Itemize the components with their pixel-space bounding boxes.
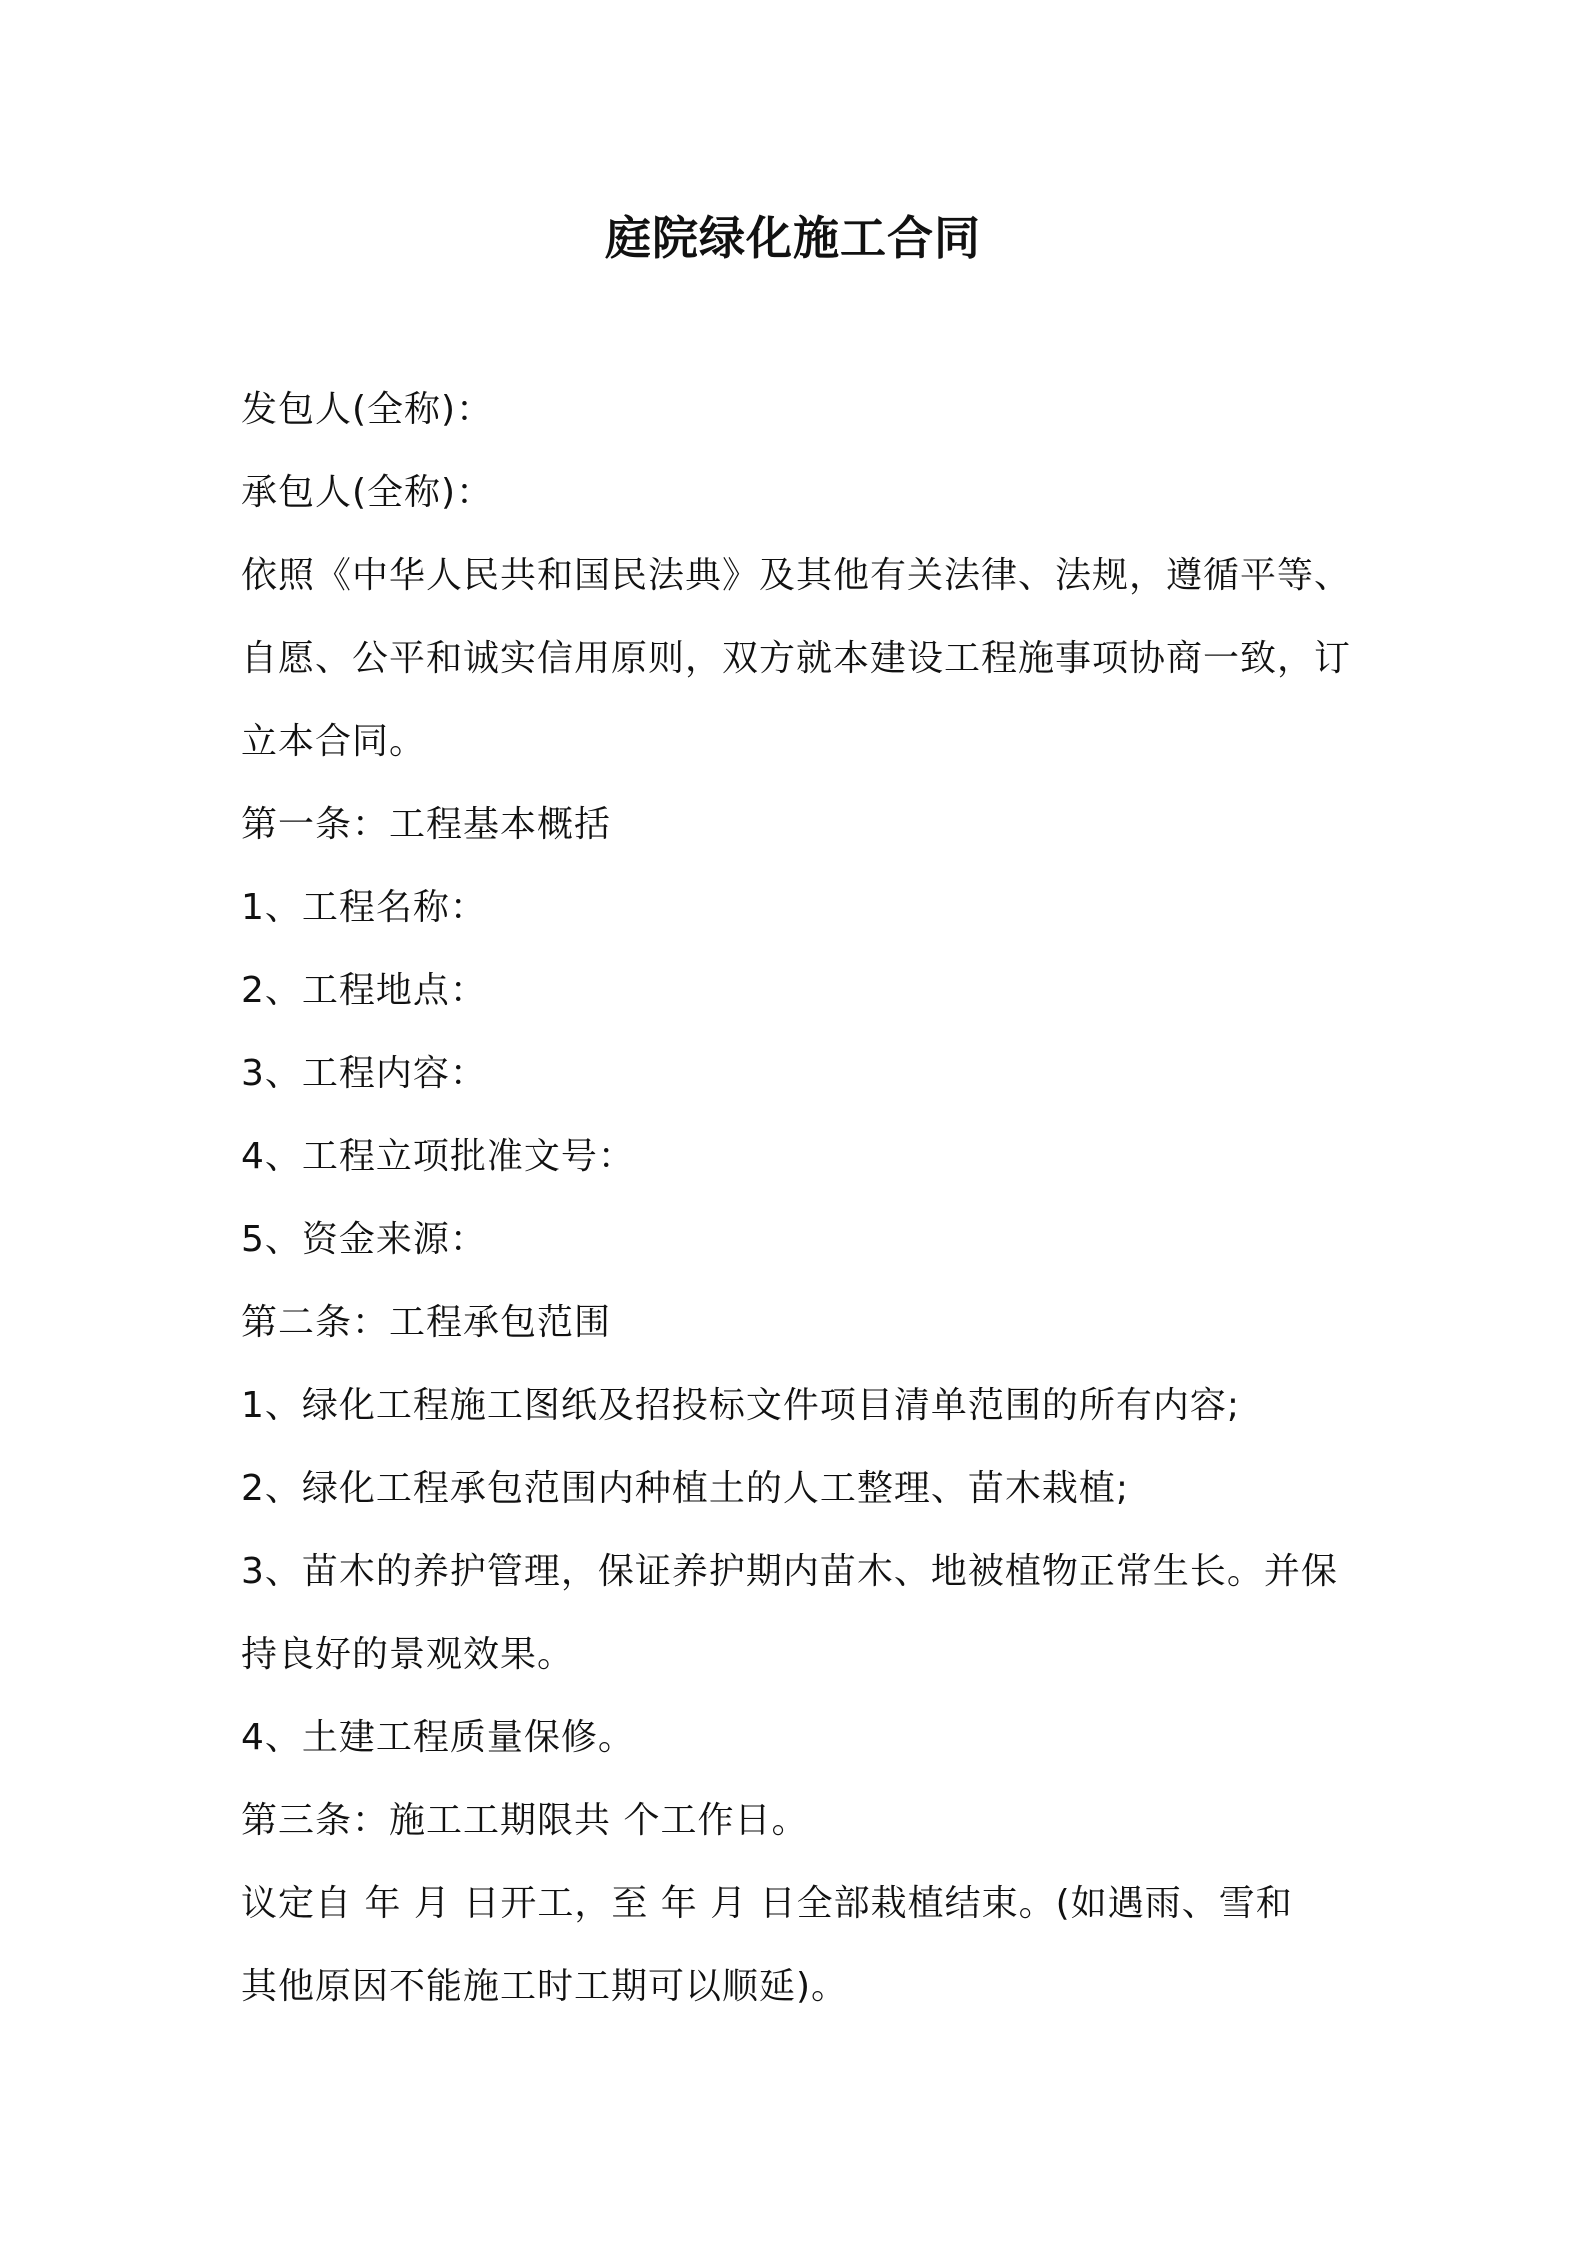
- article-2-item-1: 1、绿化工程施工图纸及招投标文件项目清单范围的所有内容;: [241, 1385, 1241, 1426]
- preamble-line-3: 立本合同。: [241, 721, 427, 762]
- article-2-item-3-line-2: 持良好的景观效果。: [241, 1634, 575, 1675]
- document-title: 庭院绿化施工合同: [605, 211, 981, 265]
- article-2-item-4: 4、土建工程质量保修。: [241, 1717, 635, 1758]
- preamble-line-1: 依照《中华人民共和国民法典》及其他有关法律、法规，遵循平等、: [241, 555, 1352, 596]
- party-b-line: 承包人(全称)：: [241, 472, 494, 513]
- preamble-line-2: 自愿、公平和诚实信用原则，双方就本建设工程施事项协商一致，订: [241, 638, 1352, 679]
- article-1-heading: 第一条：工程基本概括: [241, 804, 612, 845]
- article-1-item-2: 2、工程地点：: [241, 970, 487, 1011]
- article-3-schedule-line-2: 其他原因不能施工时工期可以顺延)。: [241, 1966, 849, 2007]
- article-2-item-3-line-1: 3、苗木的养护管理，保证养护期内苗木、地被植物正常生长。并保: [241, 1551, 1338, 1592]
- party-a-line: 发包人(全称)：: [241, 389, 494, 430]
- document-body: [241, 380, 1361, 2040]
- article-1-item-4: 4、工程立项批准文号：: [241, 1136, 635, 1177]
- article-1-item-5: 5、资金来源：: [241, 1219, 487, 1260]
- article-2-heading: 第二条：工程承包范围: [241, 1302, 612, 1343]
- article-1-item-1: 1、工程名称：: [241, 887, 487, 928]
- article-3-heading: 第三条：施工工期限共 个工作日。: [241, 1800, 809, 1841]
- article-1-item-3: 3、工程内容：: [241, 1053, 487, 1094]
- article-2-item-2: 2、绿化工程承包范围内种植土的人工整理、苗木栽植;: [241, 1468, 1130, 1509]
- article-3-schedule-line-1: 议定自 年 月 日开工，至 年 月 日全部栽植结束。(如遇雨、雪和: [241, 1883, 1293, 1924]
